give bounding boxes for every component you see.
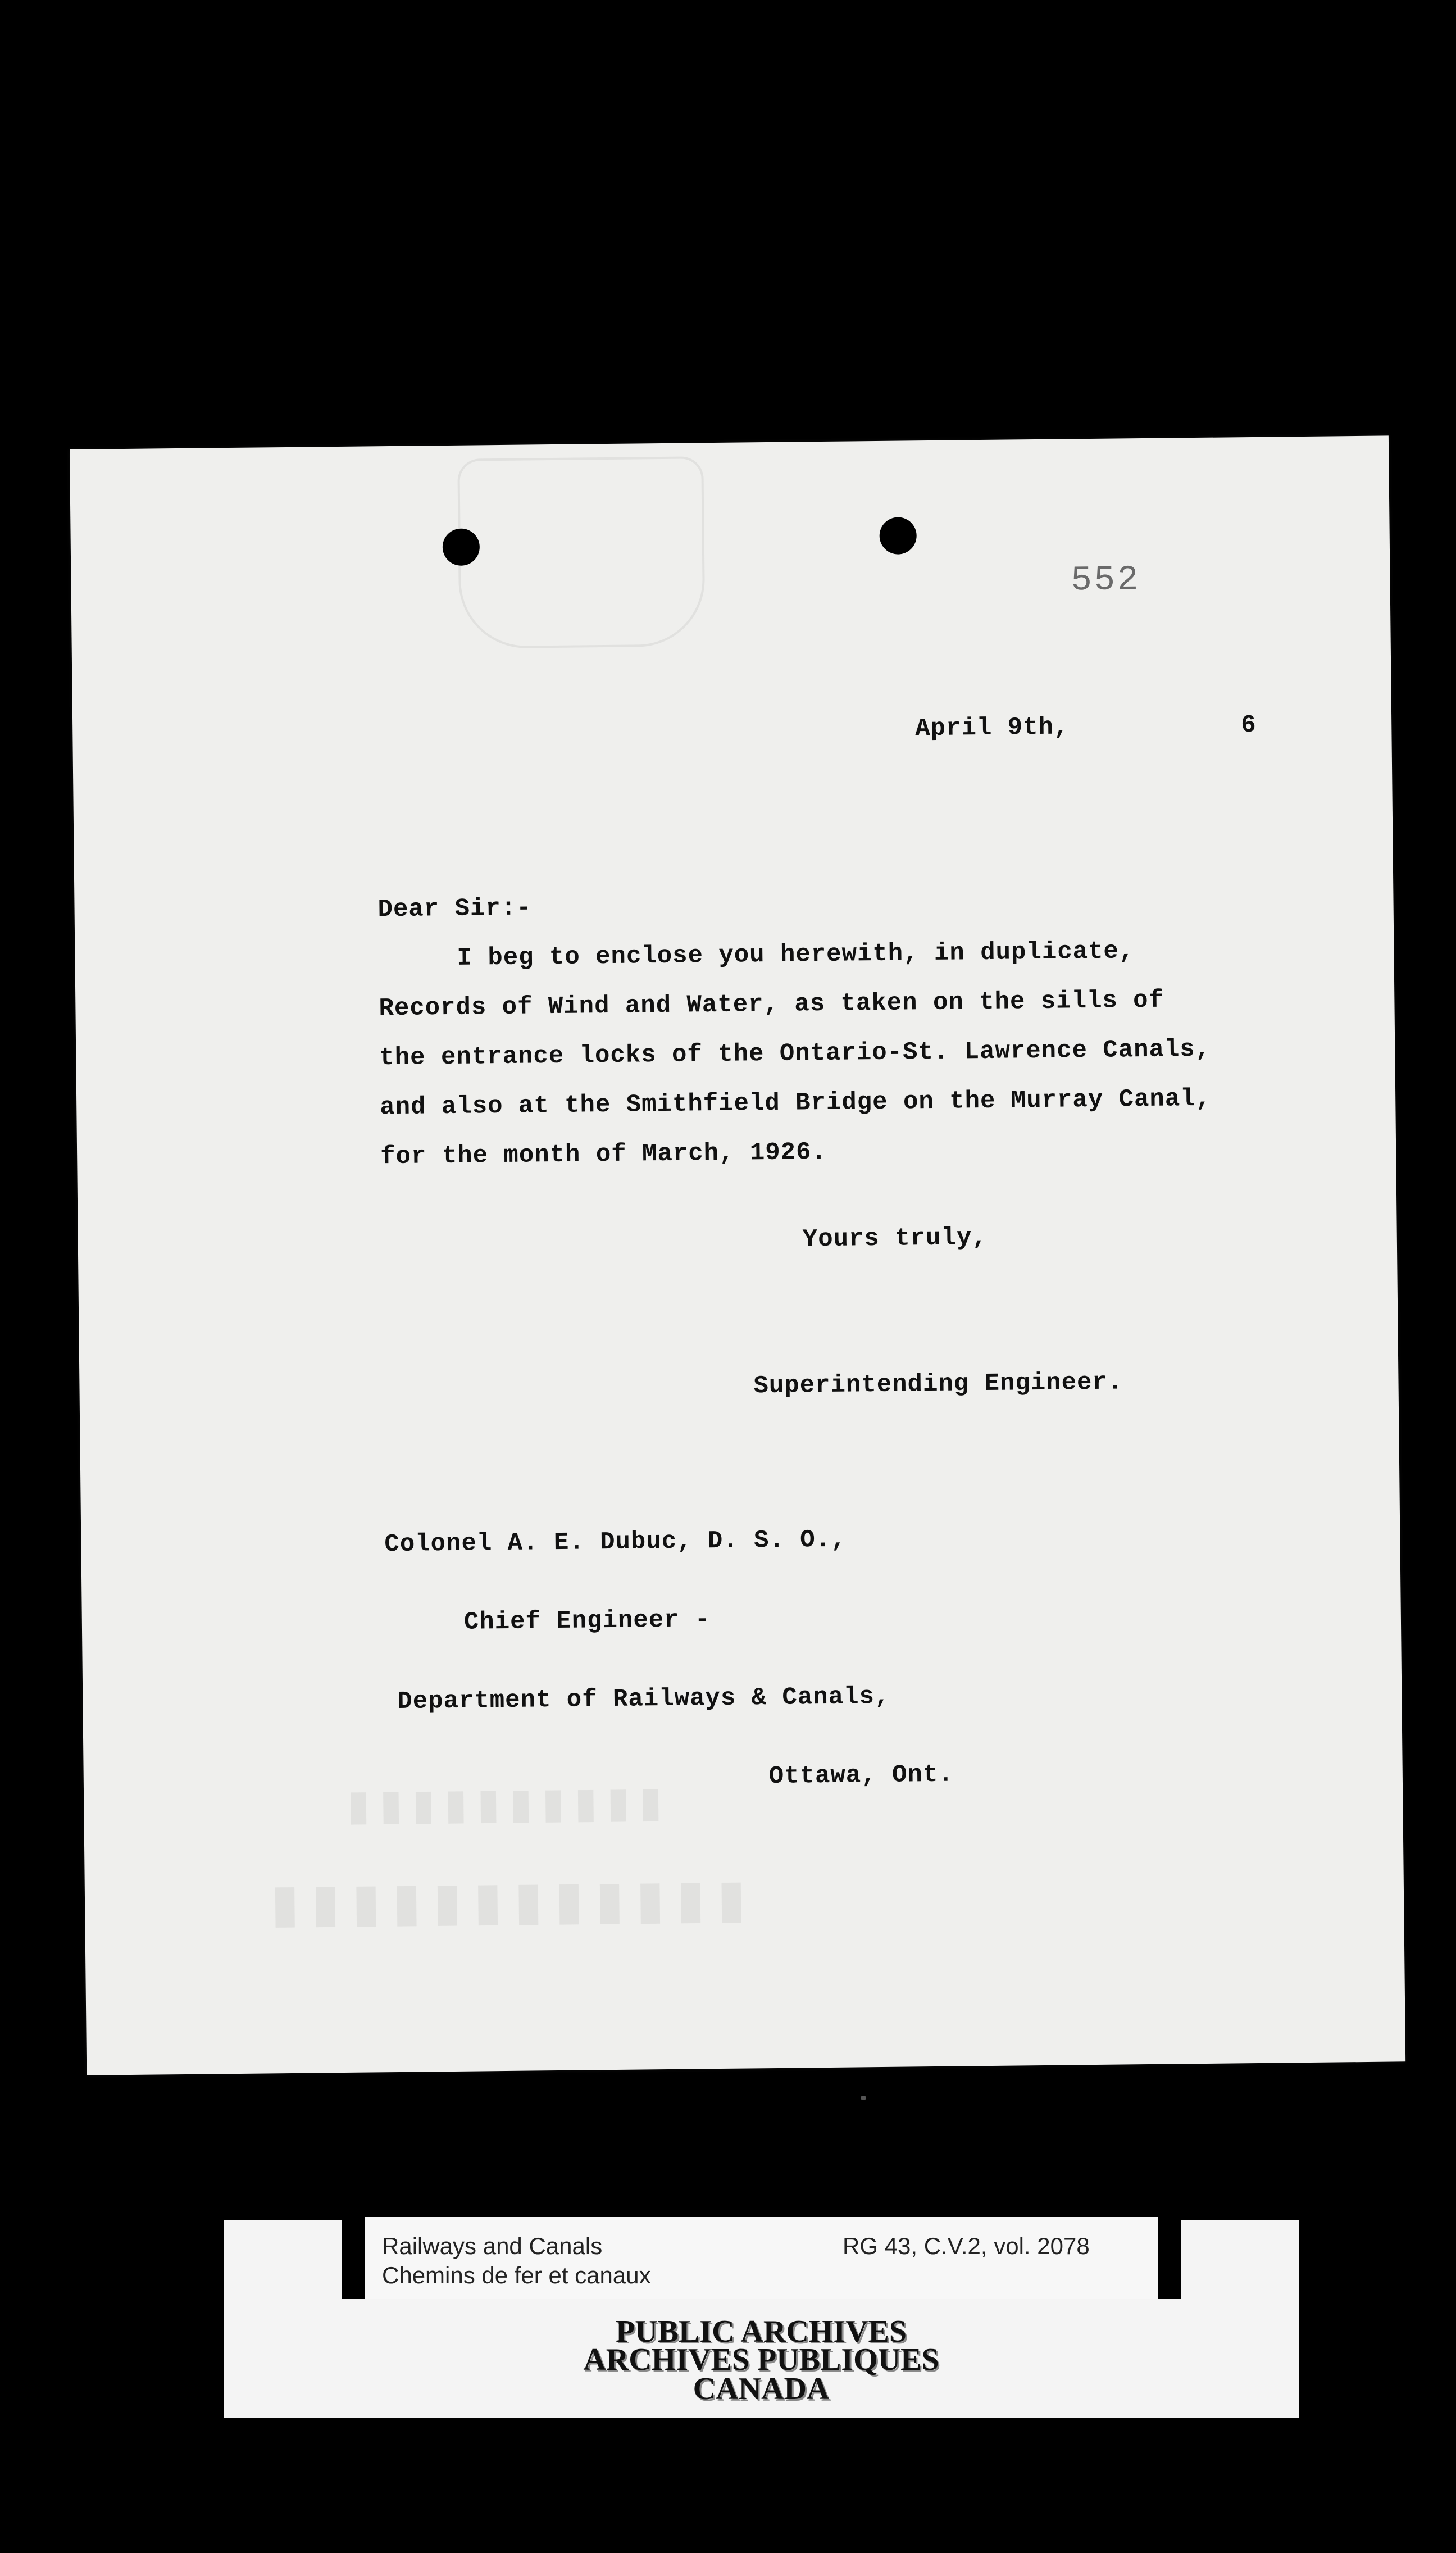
recipient-name: Colonel A. E. Dubuc, D. S. O., — [384, 1525, 847, 1559]
archive-name-en: PUBLIC ARCHIVES — [615, 2314, 907, 2349]
archive-name-fr: ARCHIVES PUBLIQUES — [583, 2342, 939, 2377]
body-line: for the month of March, 1926. — [380, 1138, 827, 1171]
closing: Yours truly, — [802, 1223, 988, 1254]
salutation: Dear Sir:- — [377, 894, 532, 924]
archive-country: CANADA — [693, 2372, 830, 2406]
body-line: I beg to enclose you herewith, in duplicate, — [457, 937, 1135, 973]
recipient-department: Department of Railways & Canals, — [397, 1682, 890, 1716]
page-number: 6 — [1240, 711, 1257, 740]
fonds-name-en: Railways and Canals — [382, 2233, 603, 2259]
recipient-city: Ottawa, Ont. — [768, 1760, 954, 1791]
folio-number: 552 — [1071, 560, 1141, 601]
dust-speck — [861, 2096, 866, 2100]
label-reference-box — [365, 2217, 1158, 2299]
signature-title: Superintending Engineer. — [753, 1368, 1123, 1401]
faded-stamp — [457, 456, 706, 649]
letter-date: April 9th, — [915, 713, 1070, 743]
punch-hole-left — [443, 528, 480, 566]
body-line: Records of Wind and Water, as taken on the sills of — [379, 986, 1164, 1023]
punch-hole-right — [879, 517, 917, 555]
body-line: and also at the Smithfield Bridge on the Murray Canal, — [380, 1084, 1212, 1122]
bleed-through-mark: ▮▮▮▮▮▮▮▮▮▮▮▮ — [264, 1864, 752, 1946]
bleed-through-mark: ▮▮▮▮▮▮▮▮▮▮ — [342, 1774, 667, 1839]
body-line: the entrance locks of the Ontario-St. Lawrence Canals, — [379, 1035, 1211, 1073]
archive-label — [224, 2220, 1299, 2418]
archival-reference: RG 43, C.V.2, vol. 2078 — [843, 2233, 1090, 2259]
fonds-name-fr: Chemins de fer et canaux — [382, 2262, 651, 2288]
recipient-title: Chief Engineer - — [463, 1606, 711, 1637]
letter-sheet — [70, 435, 1405, 2075]
